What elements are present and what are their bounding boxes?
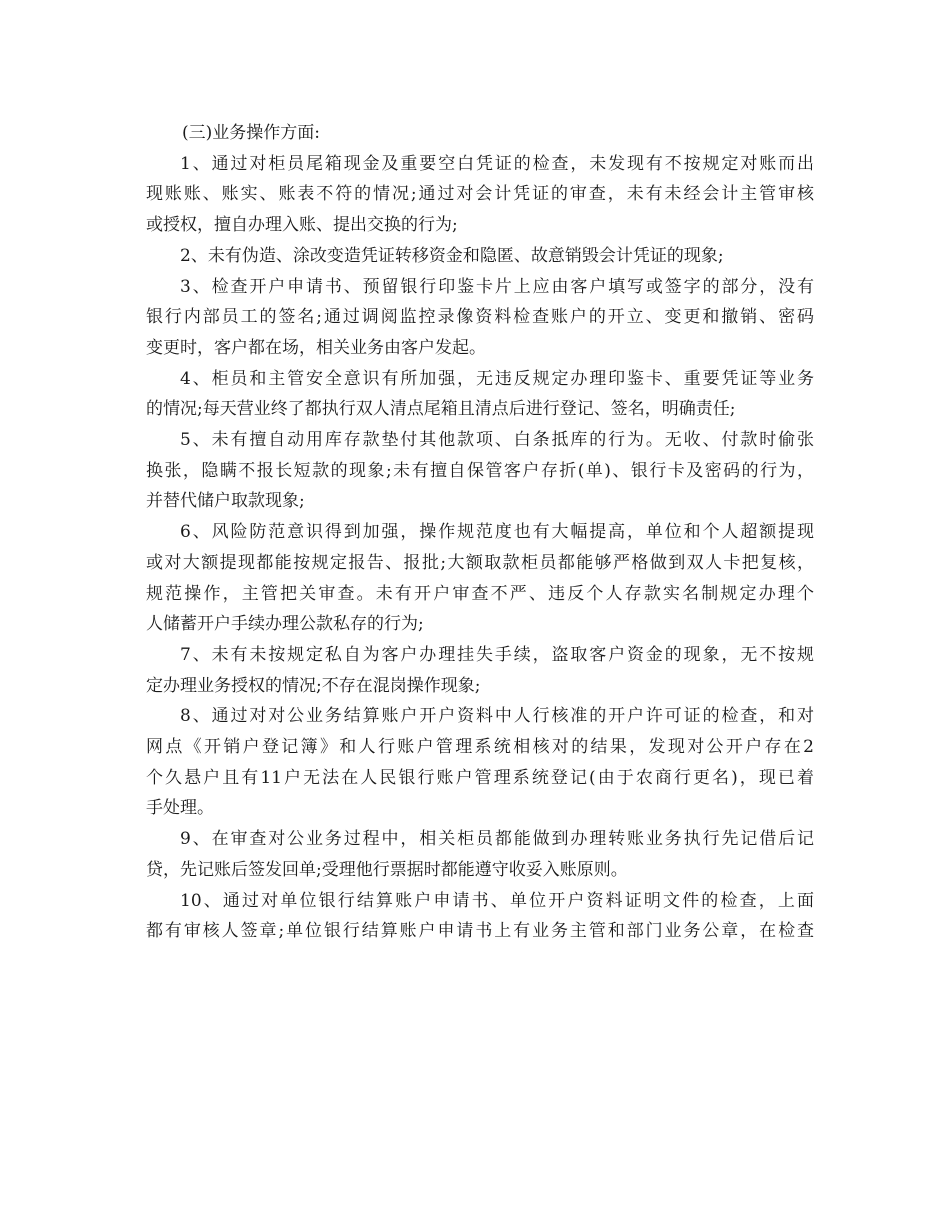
paragraph-3 [146, 272, 814, 364]
paragraph-1 [146, 149, 814, 241]
paragraph-line: 9、在审查对公业务过程中，相关柜员都能做到办理转账业务执行先记借后记 [180, 829, 814, 850]
paragraph-line: 都有审核人签章;单位银行结算账户申请书上有业务主管和部门业务公章，在检查 [146, 921, 814, 942]
paragraph-8 [146, 701, 814, 824]
document-body [146, 149, 814, 947]
paragraph-line: 贷，先记账后签发回单;受理他行票据时都能遵守收妥入账原则。 [146, 859, 628, 880]
paragraph-line: 个久悬户且有11户无法在人民银行账户管理系统登记(由于农商行更名)，现已着 [146, 767, 814, 788]
document-page [146, 118, 814, 947]
paragraph-line: 8、通过对对公业务结算账户开户资料中人行核准的开户许可证的检查，和对 [180, 706, 814, 727]
paragraph-line: 4、柜员和主管安全意识有所加强，无违反规定办理印鉴卡、重要凭证等业务 [180, 368, 814, 389]
paragraph-line: 银行内部员工的签名;通过调阅监控录像资料检查账户的开立、变更和撤销、密码 [146, 307, 814, 328]
paragraph-line: 2、未有伪造、涂改变造凭证转移资金和隐匿、故意销毁会计凭证的现象; [180, 245, 724, 266]
paragraph-2 [146, 241, 814, 272]
paragraph-line: 3、检查开户申请书、预留银行印鉴卡片上应由客户填写或签字的部分，没有 [180, 276, 814, 297]
section-heading: (三)业务操作方面: [182, 123, 320, 143]
paragraph-line: 或授权，擅自办理入账、提出交换的行为; [146, 215, 458, 236]
paragraph-line: 手处理。 [146, 798, 214, 819]
paragraph-10 [146, 886, 814, 947]
paragraph-line: 10、通过对单位银行结算账户申请书、单位开户资料证明文件的检查，上面 [180, 890, 814, 911]
paragraph-line: 5、未有擅自动用库存款垫付其他款项、白条抵库的行为。无收、付款时偷张 [180, 430, 814, 451]
paragraph-line: 6、风险防范意识得到加强，操作规范度也有大幅提高，单位和个人超额提现 [180, 522, 814, 543]
paragraph-line: 定办理业务授权的情况;不存在混岗操作现象; [146, 675, 481, 696]
paragraph-line: 的情况;每天营业终了都执行双人清点尾箱且清点后进行登记、签名，明确责任; [146, 399, 736, 420]
paragraph-line: 变更时，客户都在场，相关业务由客户发起。 [146, 337, 486, 358]
paragraph-4 [146, 364, 814, 425]
paragraph-line: 换张，隐瞒不报长短款的现象;未有擅自保管客户存折(单)、银行卡及密码的行为， [146, 460, 814, 481]
paragraph-7 [146, 640, 814, 701]
paragraph-line: 7、未有未按规定私自为客户办理挂失手续，盗取客户资金的现象，无不按规 [180, 644, 814, 665]
paragraph-9 [146, 824, 814, 885]
paragraph-line: 1、通过对柜员尾箱现金及重要空白凭证的检查，未发现有不按规定对账而出 [180, 153, 814, 174]
paragraph-line: 人储蓄开户手续办理公款私存的行为; [146, 614, 424, 635]
paragraph-line: 网点《开销户登记簿》和人行账户管理系统相核对的结果，发现对公开户存在2 [146, 737, 814, 758]
paragraph-5 [146, 425, 814, 517]
paragraph-line: 规范操作，主管把关审查。未有开户审查不严、违反个人存款实名制规定办理个 [146, 583, 814, 604]
paragraph-6 [146, 517, 814, 640]
paragraph-line: 并替代储户取款现象; [146, 491, 305, 512]
paragraph-line: 或对大额提现都能按规定报告、报批;大额取款柜员都能够严格做到双人卡把复核， [146, 552, 814, 573]
paragraph-line: 现账账、账实、账表不符的情况;通过对会计凭证的审查，未有未经会计主管审核 [146, 184, 814, 205]
